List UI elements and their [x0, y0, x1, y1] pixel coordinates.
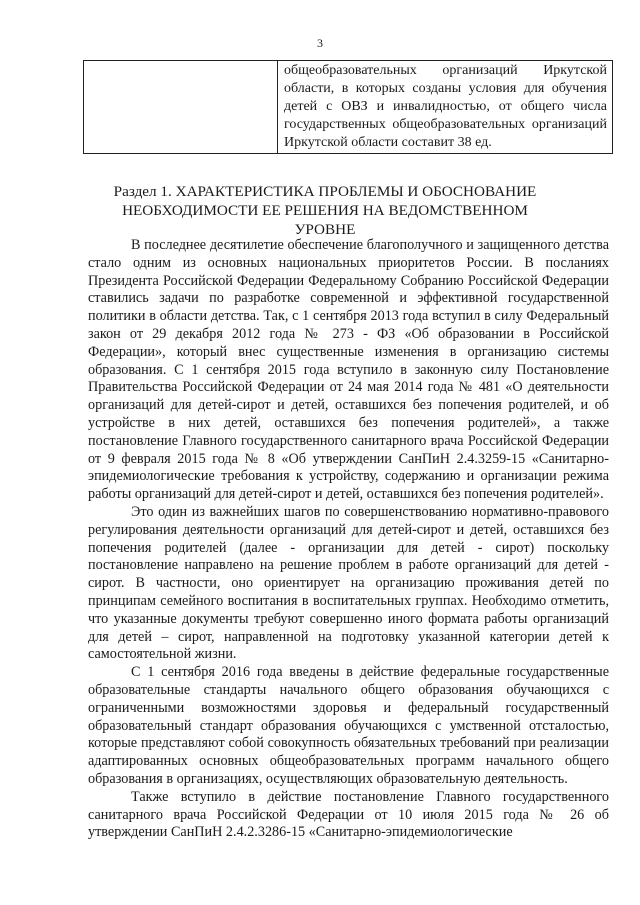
- table-cell-empty: [84, 61, 278, 154]
- body-text: [88, 237, 609, 842]
- paragraph: Это один из важнейших шагов по совершенствованию нормативно-правового регулирования деятельности организаций для детей-сирот и детей, оставшихся без попечения родителей (далее - организации для детей - сирот) поскольку постановление направлено на решение проблем в работе организаций для детей - сирот. В частности, оно ориентирует на организацию проживания детей по принципам семейного воспитания в воспитательных группах. Необходимо отметить, что указанные документы требуют совершенно иного формата работы организаций для детей – сирот, направленной на подготовку указанной категории детей к самостоятельной жизни.: [88, 503, 609, 663]
- table-row: [84, 61, 613, 154]
- page-number: 3: [317, 36, 323, 50]
- section-title: Раздел 1. ХАРАКТЕРИСТИКА ПРОБЛЕМЫ И ОБОСНОВАНИЕ НЕОБХОДИМОСТИ ЕЕ РЕШЕНИЯ НА ВЕДОМСТВЕННОМ УРОВНЕ: [113, 183, 537, 238]
- paragraph: В последнее десятилетие обеспечение благополучного и защищенного детства стало одним из основных национальных приоритетов России. В посланиях Президента Российской Федерации Федеральному Собранию Российской Федерации ставились задачи по разработке современной и эффективной государственной политики в области детства. Так, с 1 сентября 2013 года вступил в силу Федеральный закон от 29 декабря 2012 года № 273 - ФЗ «Об образовании в Российской Федерации», который внес существенные изменения в организацию системы образования. С 1 сентября 2015 года вступило в законную силу Постановление Правительства Российской Федерации от 24 мая 2014 года № 481 «О деятельности организаций для детей-сирот и детей, оставшихся без попечения родителей, и об устройстве в них детей, оставшихся без попечения родителей», а также постановление Главного государственного санитарного врача Российской Федерации от 9 февраля 2015 года № 8 «Об утверждении СанПиН 2.4.3259-15 «Санитарно-эпидемиологические требования к устройству, содержанию и организации режима работы организаций для детей-сирот и детей, оставшихся без попечения родителей».: [88, 237, 609, 503]
- paragraph: С 1 сентября 2016 года введены в действие федеральные государственные образовательные стандарты начального общего образования обучающихся с ограниченными возможностями здоровья и федеральный государственный образовательный стандарт образования обучающихся с умственной отсталостью, которые представляют собой совокупность обязательных требований при реализации адаптированных основных общеобразовательных программ начального общего образования в организациях, осуществляющих образовательную деятельность.: [88, 664, 609, 787]
- table-cell-indicator-text: общеобразовательных организаций Иркутской области, в которых созданы условия для обучения детей с ОВЗ и инвалидностью, от общего числа государственных общеобразовательных организаций Иркутской области составит 38 ед.: [278, 61, 613, 154]
- continuation-table: [83, 60, 613, 154]
- paragraph: Также вступило в действие постановление Главного государственного санитарного врача Российской Федерации от 10 июля 2015 года № 26 об утверждении СанПиН 2.4.2.3286-15 «Санитарно-эпидемиологические: [88, 788, 609, 841]
